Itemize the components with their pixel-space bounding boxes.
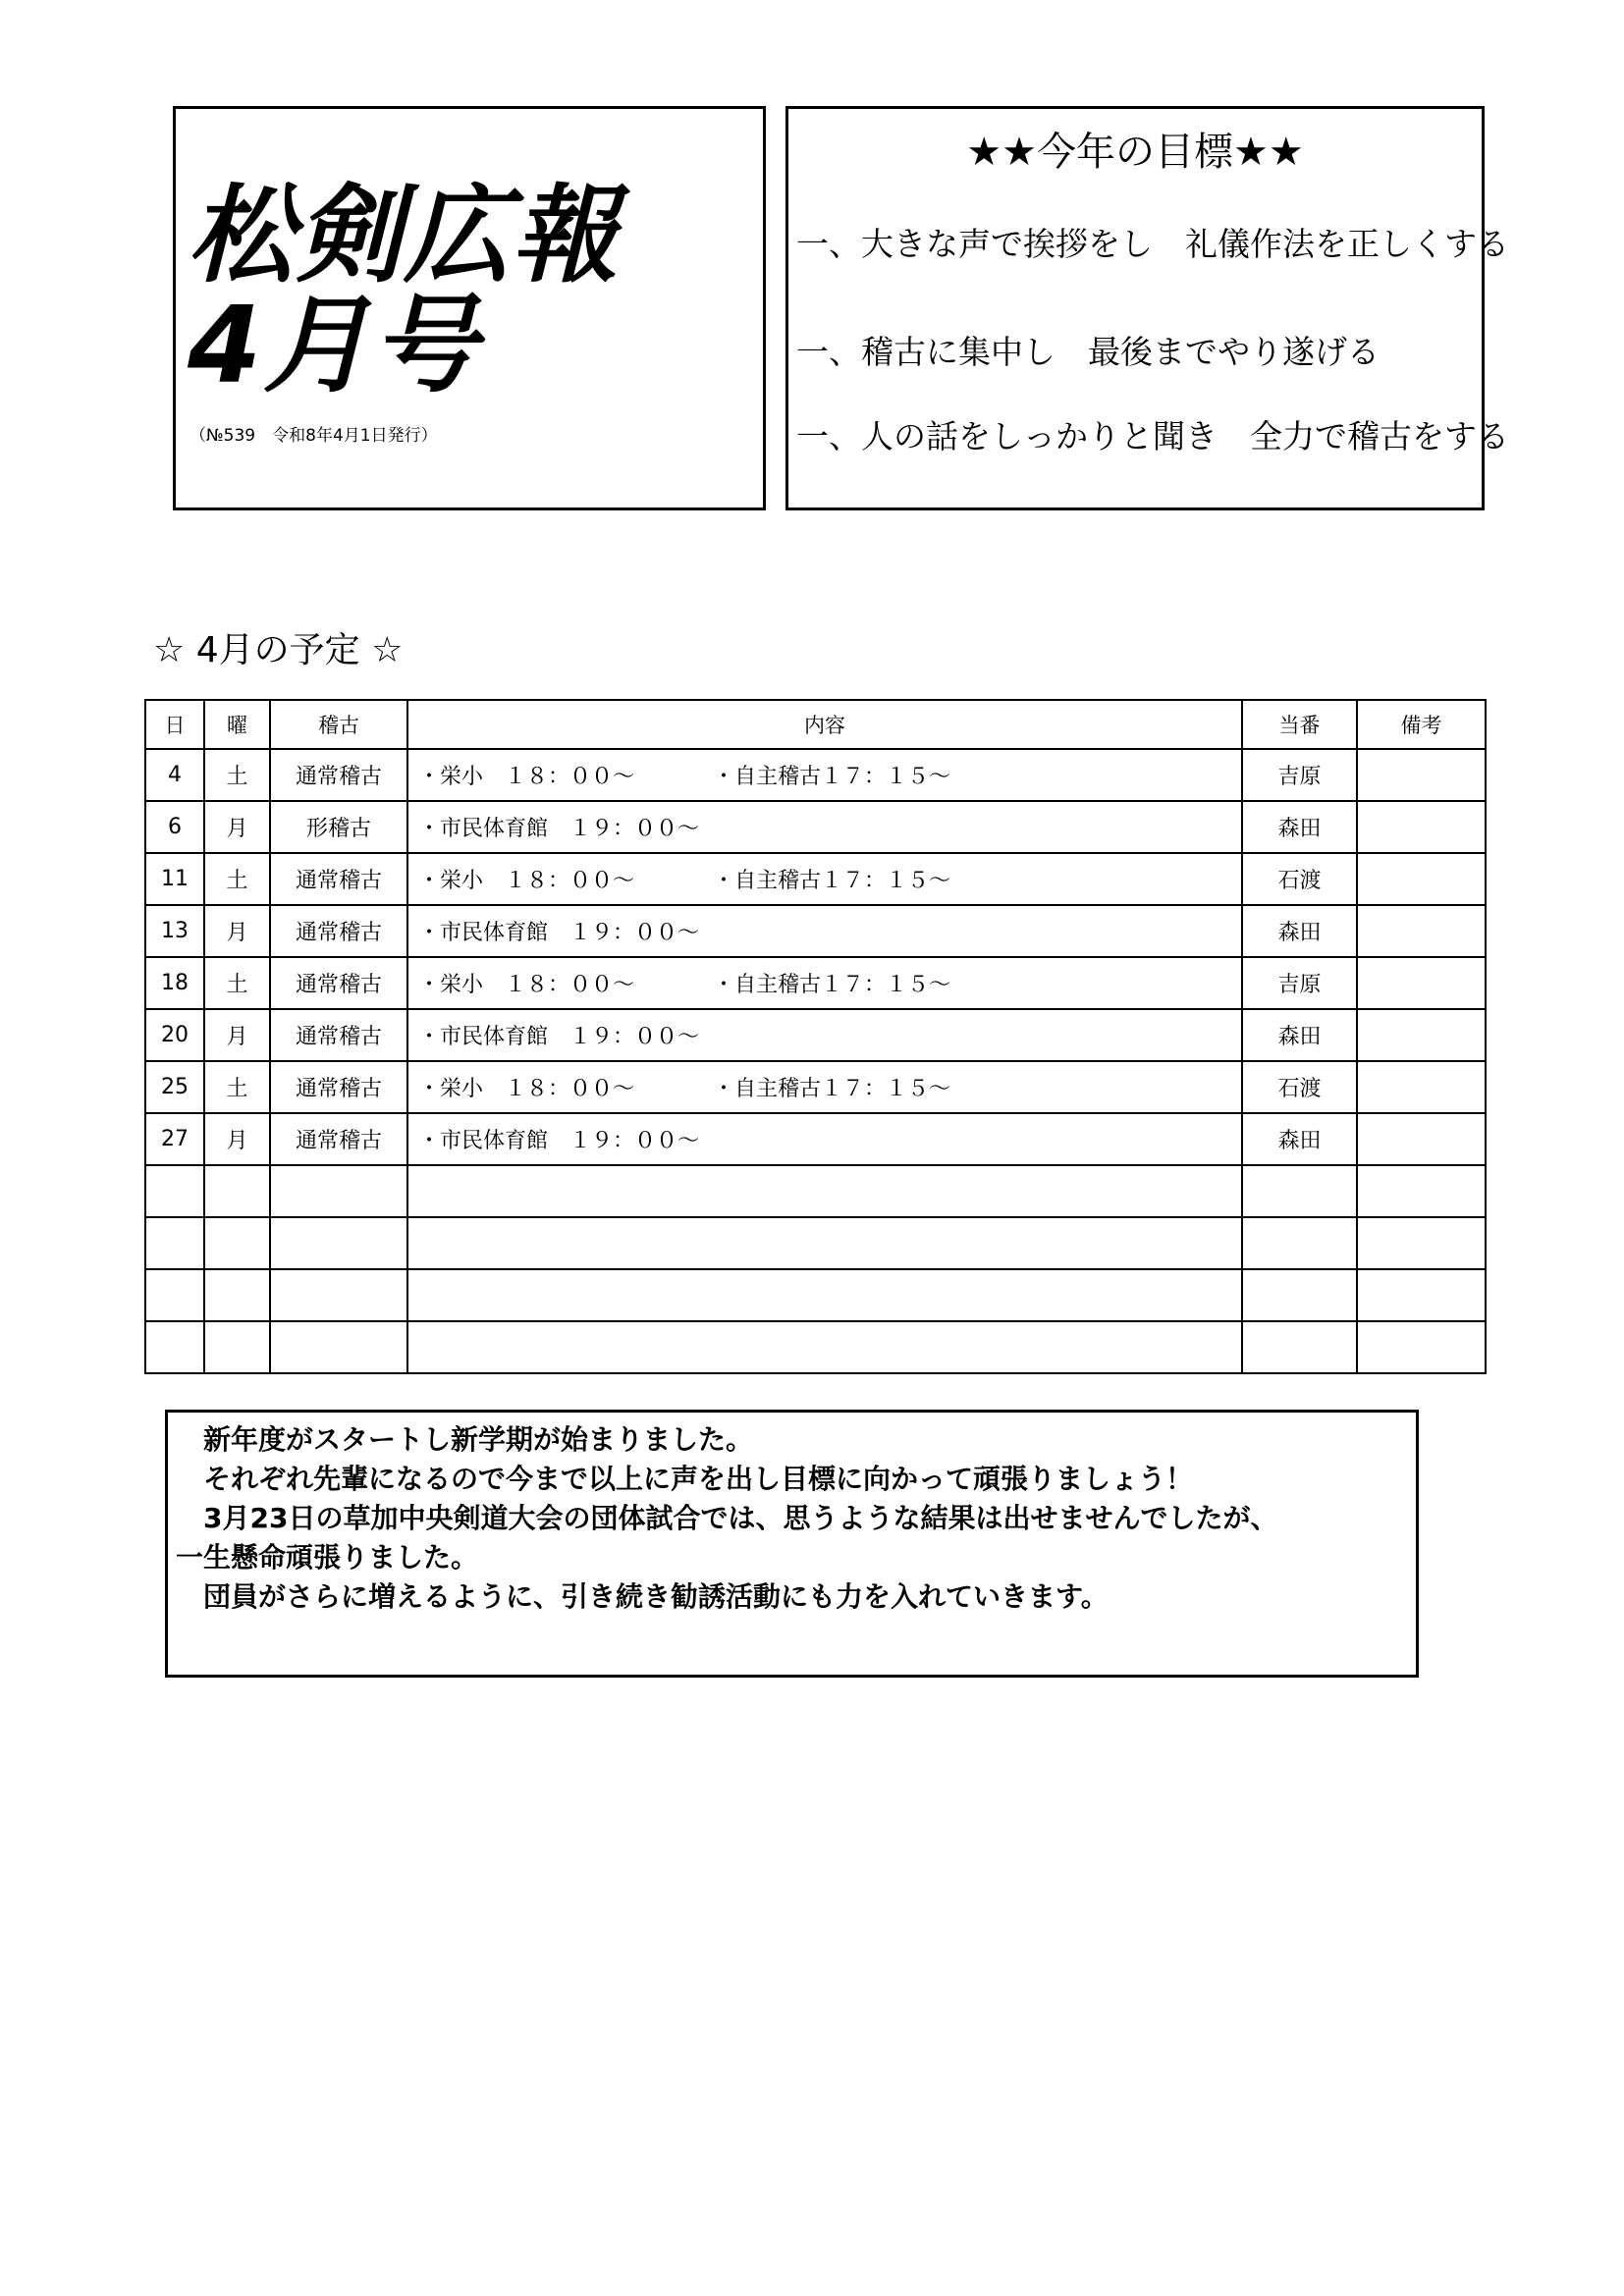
header-content: 内容 [407,700,1242,749]
header-day: 日 [145,700,204,749]
cell-notes [1357,801,1486,853]
cell-practice-type: 通常稽古 [270,853,407,905]
cell-day [145,1217,204,1269]
cell-day: 4 [145,749,204,801]
issue-number-date: （№539 令和8年4月1日発行） [189,426,438,446]
cell-weekday: 土 [204,749,270,801]
table-header-row [145,700,1486,749]
cell-content [407,1061,1242,1113]
content-extra: ・自主稽古１７：１５～ [713,1077,951,1101]
schedule-table [144,699,1487,1374]
cell-weekday: 月 [204,1113,270,1165]
notice-paragraph: 3月23日の草加中央剣道大会の団体試合では、思うような結果は出せませんでしたが、 [176,1502,1278,1534]
cell-content [407,1113,1242,1165]
cell-notes [1357,1165,1486,1217]
content-extra: ・自主稽古１７：１５～ [713,765,951,789]
schedule-heading: ☆ 4月の予定 ☆ [153,630,404,670]
cell-weekday: 土 [204,957,270,1009]
cell-content [407,749,1242,801]
content-main: ・市民体育館 １９：００～ [418,817,700,841]
cell-content [407,1009,1242,1061]
cell-notes [1357,957,1486,1009]
notice-paragraph: 団員がさらに増えるように、引き続き勧誘活動にも力を入れていきます。 [176,1580,1109,1613]
goal-item: 一、大きな声で挨拶をし 礼儀作法を正しくする [796,225,1509,263]
cell-notes [1357,1269,1486,1321]
table-row [145,801,1486,853]
cell-duty: 森田 [1242,1113,1357,1165]
cell-notes [1357,1061,1486,1113]
cell-notes [1357,1321,1486,1373]
cell-notes [1357,853,1486,905]
cell-duty [1242,1165,1357,1217]
cell-notes [1357,1217,1486,1269]
cell-weekday: 月 [204,1009,270,1061]
goal-item: 一、稽古に集中し 最後までやり遂げる [796,333,1380,371]
cell-duty [1242,1269,1357,1321]
cell-content [407,957,1242,1009]
cell-weekday [204,1165,270,1217]
table-row [145,905,1486,957]
cell-practice-type: 通常稽古 [270,905,407,957]
cell-content [407,1217,1242,1269]
cell-practice-type: 形稽古 [270,801,407,853]
notice-box [165,1410,1419,1678]
cell-notes [1357,749,1486,801]
content-main: ・栄小 １８：００～ [418,973,635,997]
cell-practice-type: 通常稽古 [270,1061,407,1113]
cell-notes [1357,905,1486,957]
goals-title: ★★今年の目標★★ [966,130,1304,175]
cell-content [407,853,1242,905]
table-row [145,1321,1486,1373]
content-extra: ・自主稽古１７：１５～ [713,973,951,997]
cell-day: 25 [145,1061,204,1113]
cell-duty: 森田 [1242,801,1357,853]
cell-practice-type [270,1217,407,1269]
cell-duty: 吉原 [1242,749,1357,801]
goal-item: 一、人の話をしっかりと聞き 全力で稽古をする [796,417,1509,455]
cell-day: 18 [145,957,204,1009]
content-main: ・栄小 １８：００～ [418,869,635,893]
cell-notes [1357,1009,1486,1061]
cell-practice-type: 通常稽古 [270,749,407,801]
cell-duty: 石渡 [1242,853,1357,905]
content-main: ・市民体育館 １９：００～ [418,1129,700,1153]
cell-weekday [204,1217,270,1269]
cell-practice-type: 通常稽古 [270,1009,407,1061]
table-row [145,1269,1486,1321]
cell-weekday [204,1269,270,1321]
notice-text [176,1420,1277,1617]
cell-weekday: 土 [204,853,270,905]
schedule-body [145,749,1486,1373]
cell-content [407,1321,1242,1373]
cell-content [407,905,1242,957]
cell-day [145,1165,204,1217]
cell-day: 13 [145,905,204,957]
content-main: ・栄小 １８：００～ [418,765,635,789]
cell-day: 20 [145,1009,204,1061]
header-notes: 備考 [1357,700,1486,749]
table-row [145,853,1486,905]
header-duty: 当番 [1242,700,1357,749]
notice-paragraph: 一生懸命頑張りました。 [176,1541,479,1574]
cell-weekday [204,1321,270,1373]
cell-duty: 森田 [1242,905,1357,957]
annual-goals-box [785,106,1509,510]
header-practice-type: 稽古 [270,700,407,749]
cell-weekday: 月 [204,801,270,853]
cell-content [407,1269,1242,1321]
content-main: ・市民体育館 １９：００～ [418,921,700,945]
issue-month-title: 4月号 [188,285,480,407]
cell-day [145,1269,204,1321]
cell-day: 11 [145,853,204,905]
cell-duty [1242,1217,1357,1269]
notice-paragraph: 新年度がスタートし新学期が始まりました。 [176,1423,754,1456]
cell-day: 6 [145,801,204,853]
content-extra: ・自主稽古１７：１５～ [713,869,951,893]
cell-day [145,1321,204,1373]
cell-duty: 吉原 [1242,957,1357,1009]
content-main: ・市民体育館 １９：００～ [418,1025,700,1049]
cell-duty: 石渡 [1242,1061,1357,1113]
content-main: ・栄小 １８：００～ [418,1077,635,1101]
table-row [145,749,1486,801]
cell-content [407,801,1242,853]
table-row [145,1061,1486,1113]
table-row [145,1217,1486,1269]
cell-weekday: 月 [204,905,270,957]
cell-practice-type: 通常稽古 [270,1113,407,1165]
cell-notes [1357,1113,1486,1165]
cell-practice-type [270,1269,407,1321]
cell-duty [1242,1321,1357,1373]
notice-paragraph: それぞれ先輩になるので今まで以上に声を出し目標に向かって頑張りましょう！ [176,1463,1194,1495]
cell-duty: 森田 [1242,1009,1357,1061]
cell-day: 27 [145,1113,204,1165]
cell-practice-type [270,1321,407,1373]
table-row [145,1165,1486,1217]
header-weekday: 曜 [204,700,270,749]
cell-practice-type [270,1165,407,1217]
newsletter-title-box [173,106,766,510]
newsletter-title: 松剣広報 [188,175,621,297]
table-row [145,1009,1486,1061]
table-row [145,1113,1486,1165]
cell-weekday: 土 [204,1061,270,1113]
table-row [145,957,1486,1009]
cell-practice-type: 通常稽古 [270,957,407,1009]
cell-content [407,1165,1242,1217]
